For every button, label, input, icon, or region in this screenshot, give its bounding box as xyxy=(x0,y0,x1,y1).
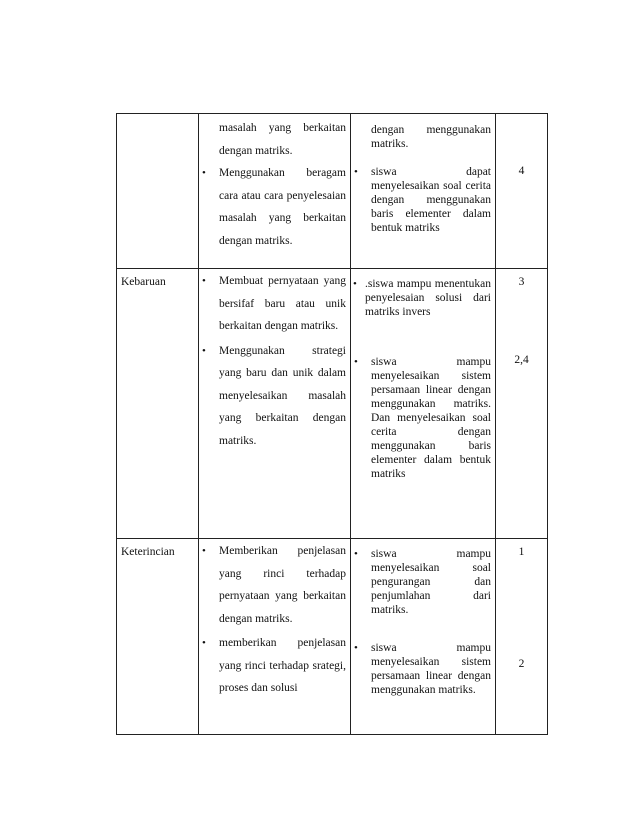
indicator-text: masalah yang berkaitan dengan matriks. xyxy=(219,122,346,157)
bullet-icon: • xyxy=(202,545,206,557)
indicator-cell xyxy=(199,539,351,735)
outcome-cell xyxy=(351,114,496,269)
outcome-text: siswa mampu menyelesaikan sistem persamaan linear dengan menggunakan matriks. xyxy=(371,642,491,696)
outcome-item xyxy=(351,277,495,319)
outcome-item xyxy=(351,641,495,697)
indicator-text: memberikan penjelasan yang rinci terhadap srategi, proses dan solusi xyxy=(219,637,346,694)
outcome-list xyxy=(351,123,495,235)
outcome-item xyxy=(351,123,495,151)
indicator-text: Menggunakan beragam cara atau cara penyelesaian masalah yang berkaitan dengan matriks. xyxy=(219,167,346,247)
bullet-icon: • xyxy=(202,344,206,357)
outcome-text: siswa mampu menyelesaikan sistem persamaan linear dengan menggunakan matriks. Dan menyelesaikan soal cerita dengan menggunakan baris elementer dalam bentuk matriks xyxy=(371,356,491,480)
outcome-cell xyxy=(351,269,496,539)
indicator-item xyxy=(199,632,350,700)
indicator-cell xyxy=(199,269,351,539)
bullet-icon: • xyxy=(353,278,357,290)
bullet-icon: • xyxy=(202,637,206,649)
outcome-text: .siswa mampu menentukan penyelesaian solusi dari matriks invers xyxy=(365,278,491,318)
bullet-icon: • xyxy=(354,356,358,368)
outcome-item xyxy=(351,547,495,617)
indicator-text: Menggunakan strategi yang baru dan unik dalam menyelesaikan masalah yang berkaitan dengan matriks. xyxy=(219,344,346,447)
bullet-icon: • xyxy=(202,275,206,287)
outcome-text: siswa mampu menyelesaikan soal pengurangan dan penjumlahan dari matriks. xyxy=(371,548,491,616)
question-number: 3 xyxy=(518,276,525,288)
bullet-icon: • xyxy=(354,548,358,560)
aspect-label: Keterincian xyxy=(121,546,175,558)
table-row xyxy=(117,539,548,735)
question-number: 2,4 xyxy=(514,354,529,366)
outcome-item xyxy=(351,355,495,481)
number-cell xyxy=(496,539,548,735)
indicator-item xyxy=(199,540,350,630)
table-row xyxy=(117,114,548,269)
assessment-table xyxy=(116,113,548,735)
indicator-cell xyxy=(199,114,351,269)
table-row xyxy=(117,269,548,539)
bullet-icon: • xyxy=(354,642,358,654)
question-number: 4 xyxy=(518,165,525,177)
question-number: 2 xyxy=(518,658,525,670)
outcome-text: dengan menggunakan matriks. xyxy=(371,124,491,150)
outcome-cell xyxy=(351,539,496,735)
question-number: 1 xyxy=(518,546,525,558)
number-cell xyxy=(496,269,548,539)
indicator-item xyxy=(199,340,350,453)
number-cell xyxy=(496,114,548,269)
outcome-list xyxy=(351,277,495,481)
indicator-item xyxy=(199,117,350,162)
aspect-cell xyxy=(117,539,199,735)
aspect-cell xyxy=(117,114,199,269)
indicator-list xyxy=(199,117,350,252)
indicator-text: Memberikan penjelasan yang rinci terhadap pernyataan yang berkaitan dengan matriks. xyxy=(219,545,346,625)
indicator-text: Membuat pernyataan yang bersifaf baru atau unik berkaitan dengan matriks. xyxy=(219,275,346,332)
bullet-icon: • xyxy=(202,167,206,179)
outcome-item xyxy=(351,165,495,235)
indicator-item xyxy=(199,162,350,252)
outcome-text: siswa dapat menyelesaikan soal cerita dengan menggunakan baris elementer dalam bentuk matriks xyxy=(371,166,491,234)
outcome-list xyxy=(351,547,495,697)
indicator-item xyxy=(199,270,350,338)
indicator-list xyxy=(199,270,350,452)
indicator-list xyxy=(199,540,350,700)
aspect-cell xyxy=(117,269,199,539)
bullet-icon: • xyxy=(354,166,358,178)
aspect-label: Kebaruan xyxy=(121,276,166,288)
